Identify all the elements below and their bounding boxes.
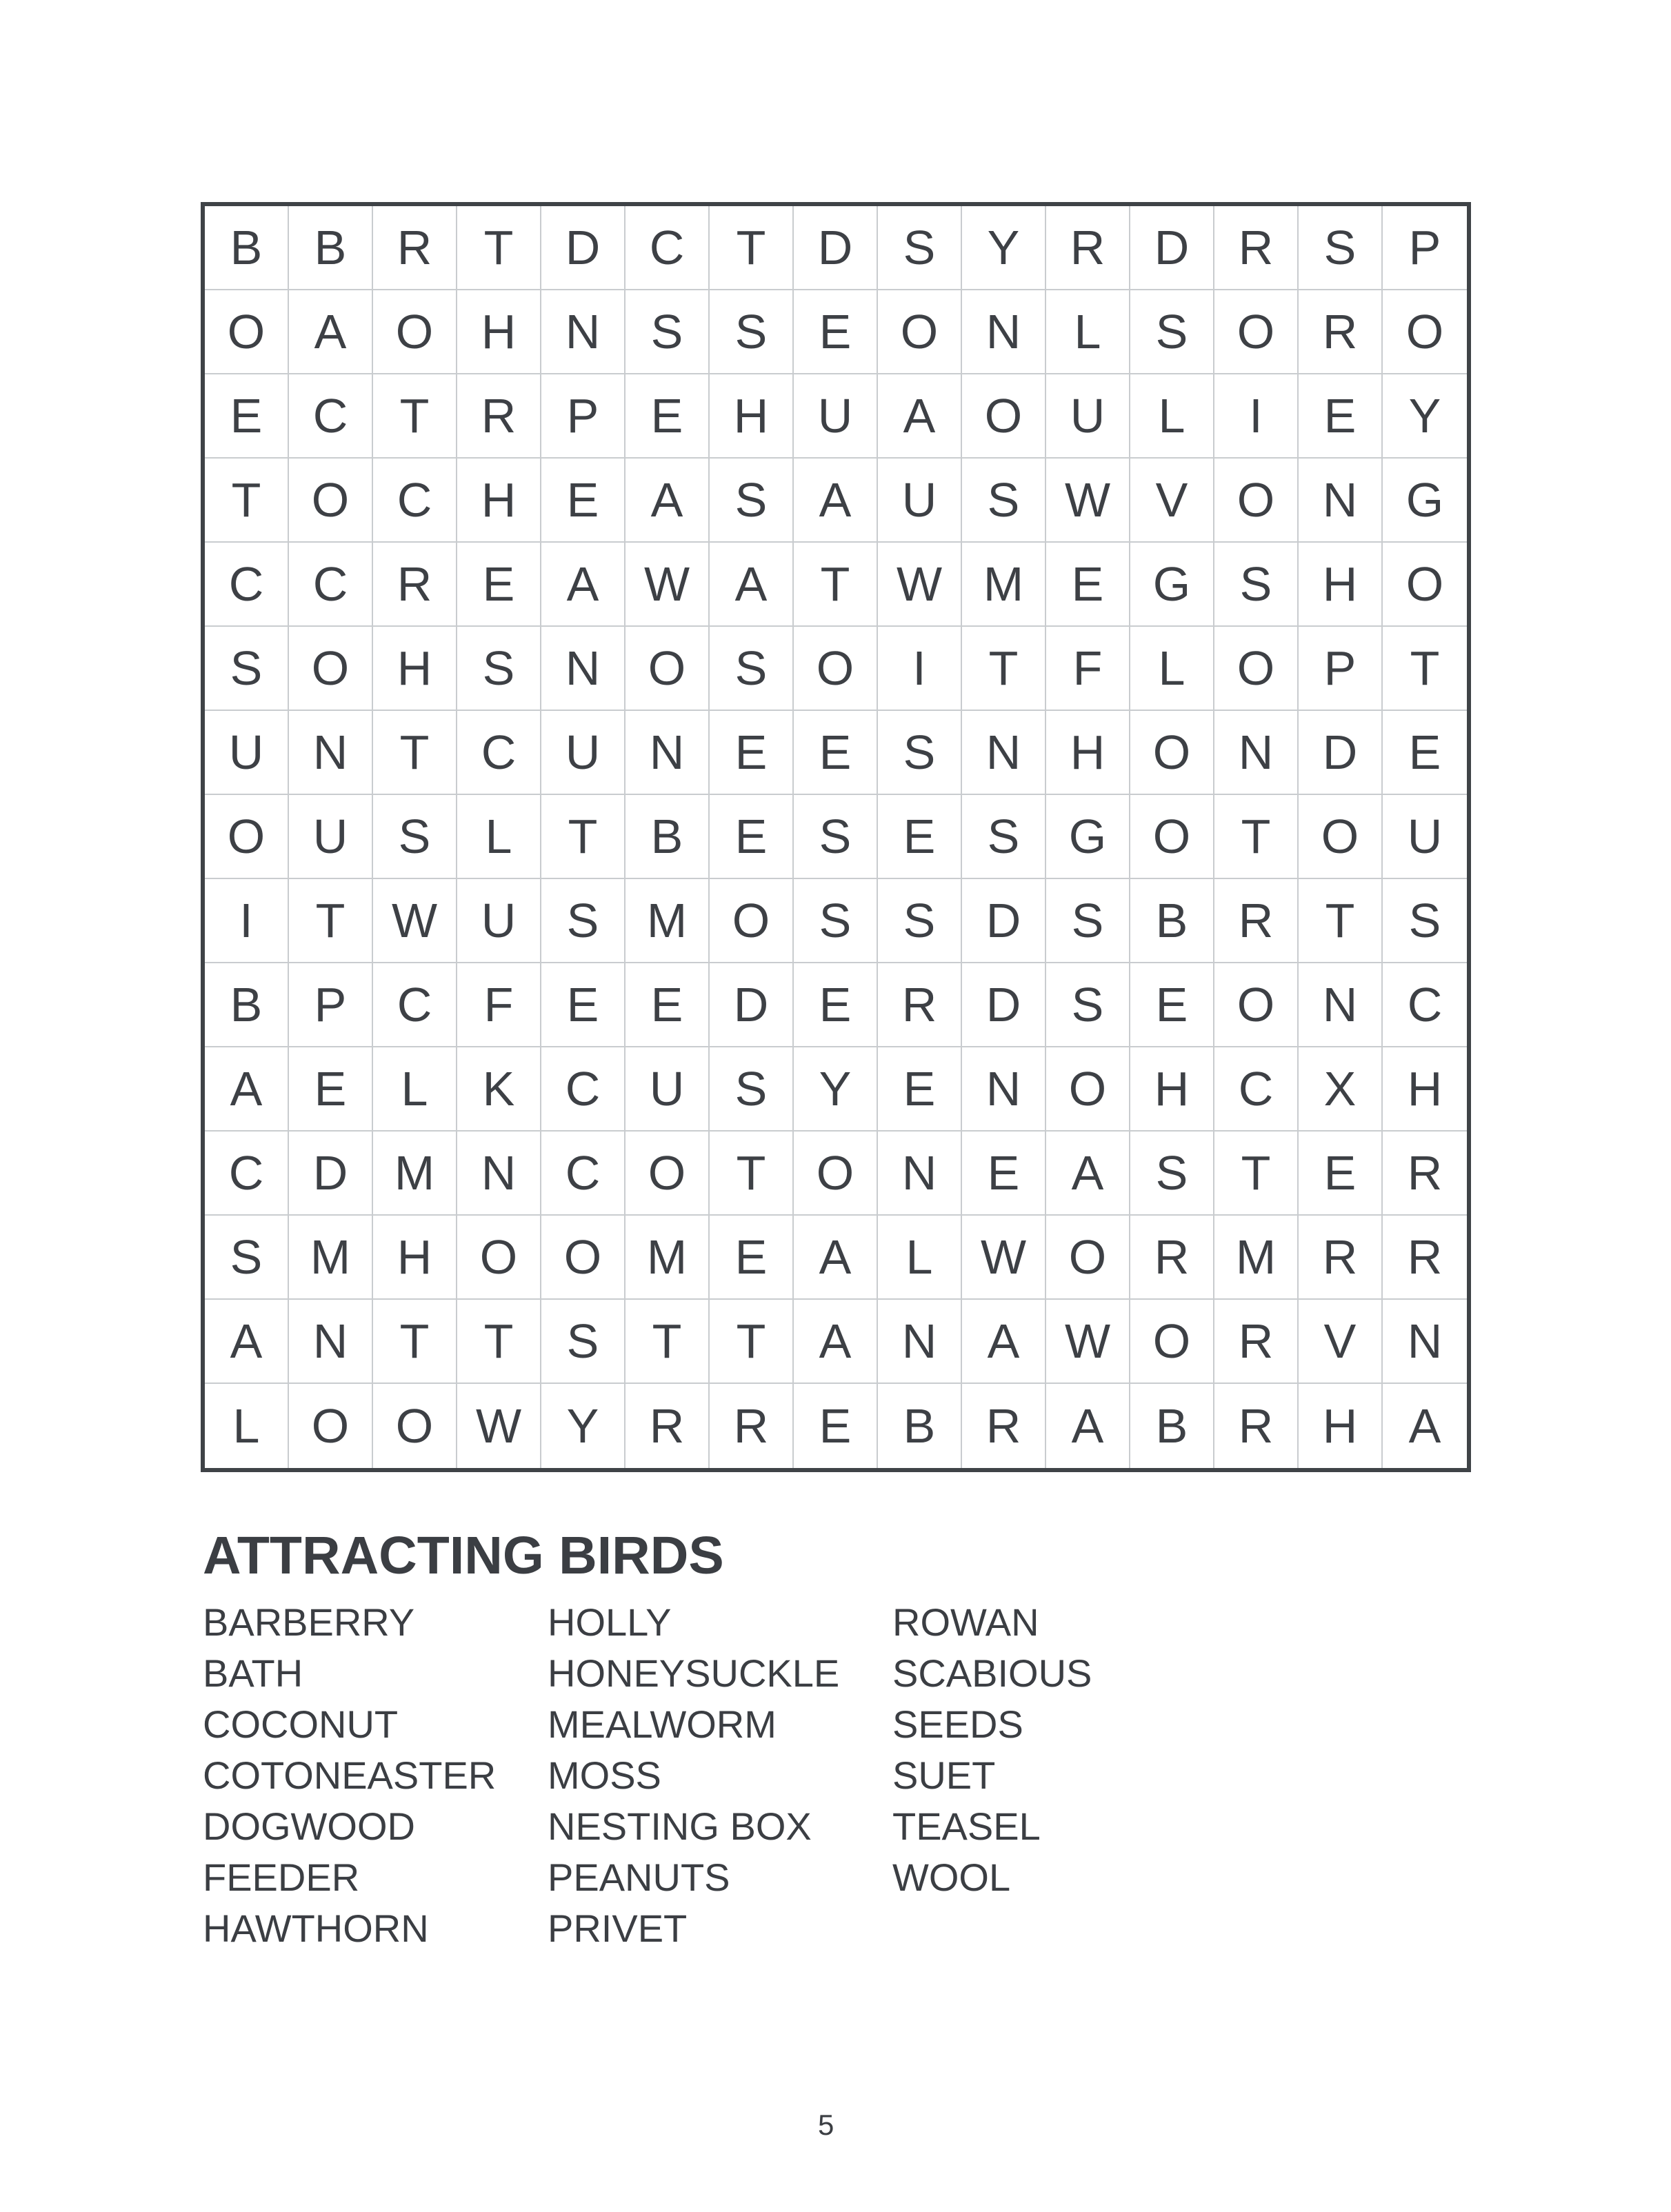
grid-cell: R	[1214, 1300, 1299, 1384]
grid-cell: S	[1299, 206, 1383, 290]
grid-cell: H	[1046, 711, 1130, 795]
grid-cell: N	[962, 711, 1046, 795]
grid-cell: C	[373, 963, 457, 1047]
grid-cell: E	[878, 1047, 962, 1132]
grid-cell: D	[1299, 711, 1383, 795]
grid-cell: E	[794, 963, 878, 1047]
grid-cell: S	[626, 290, 710, 374]
page-number: 5	[818, 2109, 834, 2141]
grid-cell: O	[541, 1216, 626, 1300]
grid-cell: T	[373, 1300, 457, 1384]
word-list-item: PRIVET	[548, 1907, 688, 1950]
grid-cell: A	[626, 459, 710, 543]
grid-cell: E	[1046, 543, 1130, 627]
grid-cell: O	[289, 1384, 373, 1468]
grid-cell: T	[289, 879, 373, 963]
grid-cell: T	[457, 206, 541, 290]
grid-cell: O	[1046, 1216, 1130, 1300]
word-list-item: COCONUT	[203, 1702, 399, 1746]
grid-cell: M	[1214, 1216, 1299, 1300]
grid-cell: H	[373, 627, 457, 711]
grid-cell: S	[373, 795, 457, 879]
grid-cell: R	[373, 543, 457, 627]
grid-cell: N	[626, 711, 710, 795]
grid-cell: R	[457, 374, 541, 459]
grid-cell: L	[1046, 290, 1130, 374]
grid-cell: S	[541, 1300, 626, 1384]
grid-cell: T	[1214, 795, 1299, 879]
grid-cell: R	[1299, 290, 1383, 374]
grid-cell: P	[541, 374, 626, 459]
word-list-item: FEEDER	[203, 1856, 360, 1899]
grid-cell: S	[710, 459, 794, 543]
grid-cell: S	[878, 879, 962, 963]
grid-cell: A	[541, 543, 626, 627]
grid-cell: I	[205, 879, 289, 963]
grid-cell: O	[457, 1216, 541, 1300]
grid-cell: O	[205, 290, 289, 374]
grid-cell: N	[1383, 1300, 1467, 1384]
grid-cell: T	[710, 206, 794, 290]
grid-cell: N	[1214, 711, 1299, 795]
grid-cell: N	[878, 1132, 962, 1216]
grid-cell: W	[626, 543, 710, 627]
grid-cell: Y	[541, 1384, 626, 1468]
grid-cell: O	[373, 1384, 457, 1468]
word-list-item: COTONEASTER	[203, 1753, 497, 1797]
grid-cell: O	[1299, 795, 1383, 879]
grid-cell: G	[1383, 459, 1467, 543]
grid-cell: A	[962, 1300, 1046, 1384]
word-list-item: HONEYSUCKLE	[548, 1651, 840, 1695]
grid-cell: E	[1383, 711, 1467, 795]
grid-cell: G	[1046, 795, 1130, 879]
grid-cell: S	[205, 627, 289, 711]
grid-cell: R	[1130, 1216, 1214, 1300]
grid-cell: C	[626, 206, 710, 290]
grid-cell: U	[1383, 795, 1467, 879]
grid-cell: E	[794, 1384, 878, 1468]
grid-cell: S	[710, 290, 794, 374]
grid-cell: S	[878, 711, 962, 795]
word-list-item: SCABIOUS	[892, 1651, 1092, 1695]
word-list-item: MOSS	[548, 1753, 661, 1797]
grid-cell: M	[289, 1216, 373, 1300]
grid-cell: N	[1299, 963, 1383, 1047]
word-search-grid	[201, 202, 1471, 1472]
grid-cell: U	[457, 879, 541, 963]
grid-cell: H	[1130, 1047, 1214, 1132]
grid-cell: O	[794, 627, 878, 711]
grid-cell: E	[541, 459, 626, 543]
grid-cell: C	[205, 543, 289, 627]
grid-cell: A	[1046, 1384, 1130, 1468]
grid-cell: O	[1214, 963, 1299, 1047]
puzzle-title: ATTRACTING BIRDS	[203, 1526, 724, 1585]
grid-cell: U	[1046, 374, 1130, 459]
word-column	[203, 1597, 548, 1954]
word-list-item: SUET	[892, 1753, 996, 1797]
grid-cell: R	[878, 963, 962, 1047]
grid-cell: N	[457, 1132, 541, 1216]
grid-cell: C	[289, 374, 373, 459]
grid-cell: S	[457, 627, 541, 711]
grid-cell: H	[457, 459, 541, 543]
grid-cell: E	[205, 374, 289, 459]
word-list-item: HAWTHORN	[203, 1907, 429, 1950]
grid-cell: V	[1299, 1300, 1383, 1384]
grid-cell: L	[205, 1384, 289, 1468]
grid-cell: A	[205, 1047, 289, 1132]
grid-cell: T	[710, 1300, 794, 1384]
grid-cell: O	[1214, 627, 1299, 711]
grid-cell: S	[1214, 543, 1299, 627]
grid-cell: S	[878, 206, 962, 290]
grid-cell: O	[626, 627, 710, 711]
grid-cell: T	[541, 795, 626, 879]
grid-cell: O	[1046, 1047, 1130, 1132]
grid-cell: G	[1130, 543, 1214, 627]
grid-cell: T	[794, 543, 878, 627]
grid-cell: T	[962, 627, 1046, 711]
grid-cell: L	[457, 795, 541, 879]
grid-cell: B	[205, 963, 289, 1047]
grid-cell: O	[962, 374, 1046, 459]
grid-cell: L	[878, 1216, 962, 1300]
grid-cell: R	[1383, 1132, 1467, 1216]
grid-cell: W	[1046, 459, 1130, 543]
grid-cell: C	[289, 543, 373, 627]
grid-cell: H	[710, 374, 794, 459]
grid-cell: A	[794, 1300, 878, 1384]
grid-cell: D	[794, 206, 878, 290]
grid-cell: W	[1046, 1300, 1130, 1384]
grid-cell: R	[1383, 1216, 1467, 1300]
word-list-item: WOOL	[892, 1856, 1011, 1899]
grid-cell: O	[289, 459, 373, 543]
grid-cell: A	[1046, 1132, 1130, 1216]
grid-cell: S	[710, 627, 794, 711]
grid-cell: S	[541, 879, 626, 963]
grid-cell: A	[1408, 1399, 1441, 1453]
grid-cell: R	[962, 1384, 1046, 1468]
grid-cell: C	[373, 459, 457, 543]
grid-cell: O	[289, 627, 373, 711]
grid-cell: C	[205, 1132, 289, 1216]
grid-cell: K	[457, 1047, 541, 1132]
grid-cell: E	[878, 795, 962, 879]
grid-cell: C	[1214, 1047, 1299, 1132]
grid-cell: P	[1299, 627, 1383, 711]
grid-cell: D	[962, 879, 1046, 963]
word-list-item: MEALWORM	[548, 1702, 777, 1746]
grid-cell: W	[457, 1384, 541, 1468]
word-list-item: NESTING BOX	[548, 1804, 812, 1848]
grid-cell: E	[710, 1216, 794, 1300]
grid-cell: A	[878, 374, 962, 459]
grid-cell: S	[710, 1047, 794, 1132]
grid-cell: B	[289, 206, 373, 290]
grid-cell: O	[1383, 543, 1467, 627]
grid-cell: Y	[1383, 374, 1467, 459]
grid-cell: S	[1046, 879, 1130, 963]
word-list-item: ROWAN	[892, 1600, 1039, 1644]
grid-cell: T	[205, 459, 289, 543]
grid-cell: O	[626, 1132, 710, 1216]
grid-cell: T	[457, 1300, 541, 1384]
grid-cell: U	[794, 374, 878, 459]
grid-cell: M	[626, 1216, 710, 1300]
grid-cell: H	[1299, 543, 1383, 627]
grid-cell: R	[1214, 206, 1299, 290]
grid-cell: R	[1214, 879, 1299, 963]
grid-cell: P	[289, 963, 373, 1047]
grid-cell: E	[1299, 1132, 1383, 1216]
grid-cell: I	[1214, 374, 1299, 459]
grid-cell: W	[962, 1216, 1046, 1300]
grid-cell: S	[1130, 290, 1214, 374]
grid-cell: L	[373, 1047, 457, 1132]
grid-cell: H	[373, 1216, 457, 1300]
grid-cell: C	[1383, 963, 1467, 1047]
grid-cell: E	[289, 1047, 373, 1132]
grid-cell: O	[794, 1132, 878, 1216]
grid-cell: S	[1383, 879, 1467, 963]
grid-cell: M	[962, 543, 1046, 627]
word-list-item: SEEDS	[892, 1702, 1023, 1746]
word-list-item: BATH	[203, 1651, 303, 1695]
grid-cell: N	[541, 627, 626, 711]
grid-cell: E	[541, 963, 626, 1047]
grid-cell: D	[289, 1132, 373, 1216]
grid-cell: R	[1299, 1216, 1383, 1300]
grid-cell: D	[1130, 206, 1214, 290]
grid-cell: R	[1214, 1384, 1299, 1468]
grid-cell: N	[878, 1300, 962, 1384]
grid-cell: P	[1383, 206, 1467, 290]
grid-cell: R	[710, 1384, 794, 1468]
grid-cell: A	[794, 1216, 878, 1300]
grid-cell: T	[1383, 627, 1467, 711]
grid-cell: B	[1130, 879, 1214, 963]
grid-cell: O	[1383, 290, 1467, 374]
grid-cell: O	[205, 795, 289, 879]
grid-cell: D	[962, 963, 1046, 1047]
word-list-item: DOGWOOD	[203, 1804, 415, 1848]
grid-cell: E	[1299, 374, 1383, 459]
grid-cell: A	[794, 459, 878, 543]
grid-cell: C	[457, 711, 541, 795]
grid-cell: S	[794, 795, 878, 879]
grid-cell: M	[373, 1132, 457, 1216]
grid-cell: B	[626, 795, 710, 879]
grid-cell: A	[289, 290, 373, 374]
grid-cell: N	[962, 290, 1046, 374]
grid-cell: V	[1130, 459, 1214, 543]
grid-cell: S	[205, 1216, 289, 1300]
grid-cell: Y	[962, 206, 1046, 290]
grid-cell: O	[878, 290, 962, 374]
grid-cell: E	[794, 711, 878, 795]
grid-cell: B	[205, 206, 289, 290]
grid-cell: S	[962, 459, 1046, 543]
grid-cell: X	[1299, 1047, 1383, 1132]
grid-cell: M	[626, 879, 710, 963]
grid-cell: N	[962, 1047, 1046, 1132]
word-column	[892, 1597, 1237, 1954]
grid-cell: U	[626, 1047, 710, 1132]
grid-cell: S	[962, 795, 1046, 879]
grid-cell: E	[710, 795, 794, 879]
grid-cell: T	[626, 1300, 710, 1384]
grid-cell: T	[710, 1132, 794, 1216]
grid-cell: E	[626, 374, 710, 459]
grid-cell: O	[1214, 459, 1299, 543]
grid-cell: T	[1214, 1132, 1299, 1216]
grid-cell: B	[878, 1384, 962, 1468]
word-list-item: TEASEL	[892, 1804, 1041, 1848]
grid-cell: E	[1130, 963, 1214, 1047]
grid-cell: L	[1130, 374, 1214, 459]
grid-cell: O	[1130, 1300, 1214, 1384]
grid-cell: R	[373, 206, 457, 290]
grid-cell: U	[541, 711, 626, 795]
grid-cell: E	[962, 1132, 1046, 1216]
grid-cell: S	[1130, 1132, 1214, 1216]
grid-cell: S	[794, 879, 878, 963]
grid-cell: A	[205, 1300, 289, 1384]
grid-cell: F	[1046, 627, 1130, 711]
grid-cell: I	[878, 627, 962, 711]
grid-cell: E	[626, 963, 710, 1047]
grid-cell: D	[541, 206, 626, 290]
grid-cell: U	[878, 459, 962, 543]
word-list	[203, 1597, 1237, 1954]
grid-cell: W	[878, 543, 962, 627]
grid-cell: E	[710, 711, 794, 795]
grid-cell: O	[1130, 795, 1214, 879]
grid-cell: O	[1130, 711, 1214, 795]
grid-cell: N	[541, 290, 626, 374]
grid-cell: C	[541, 1047, 626, 1132]
grid-cell: H	[1299, 1384, 1383, 1468]
grid-cell: D	[710, 963, 794, 1047]
grid-cell: H	[1383, 1047, 1467, 1132]
grid-cell: O	[1214, 290, 1299, 374]
grid-cell: R	[626, 1384, 710, 1468]
grid-cell: N	[289, 711, 373, 795]
grid-cell: T	[373, 711, 457, 795]
grid-cell: O	[373, 290, 457, 374]
grid-cell: O	[710, 879, 794, 963]
grid-cell: A	[710, 543, 794, 627]
grid-cell: F	[457, 963, 541, 1047]
grid-cell: C	[541, 1132, 626, 1216]
word-list-item: BARBERRY	[203, 1600, 415, 1644]
word-column	[548, 1597, 892, 1954]
grid-cell: T	[1299, 879, 1383, 963]
grid-cell: U	[289, 795, 373, 879]
grid-cell: U	[205, 711, 289, 795]
grid-cell: E	[457, 543, 541, 627]
word-list-item: HOLLY	[548, 1600, 672, 1644]
grid-cell: L	[1130, 627, 1214, 711]
grid-cell: Y	[794, 1047, 878, 1132]
grid-cell: H	[457, 290, 541, 374]
grid-cell: W	[373, 879, 457, 963]
grid-cell: T	[373, 374, 457, 459]
grid-cell: B	[1130, 1384, 1214, 1468]
grid-cell: N	[1299, 459, 1383, 543]
grid-cell: S	[1046, 963, 1130, 1047]
grid-cell: R	[1046, 206, 1130, 290]
grid-cell: E	[794, 290, 878, 374]
word-list-item: PEANUTS	[548, 1856, 730, 1899]
grid-cell: N	[289, 1300, 373, 1384]
